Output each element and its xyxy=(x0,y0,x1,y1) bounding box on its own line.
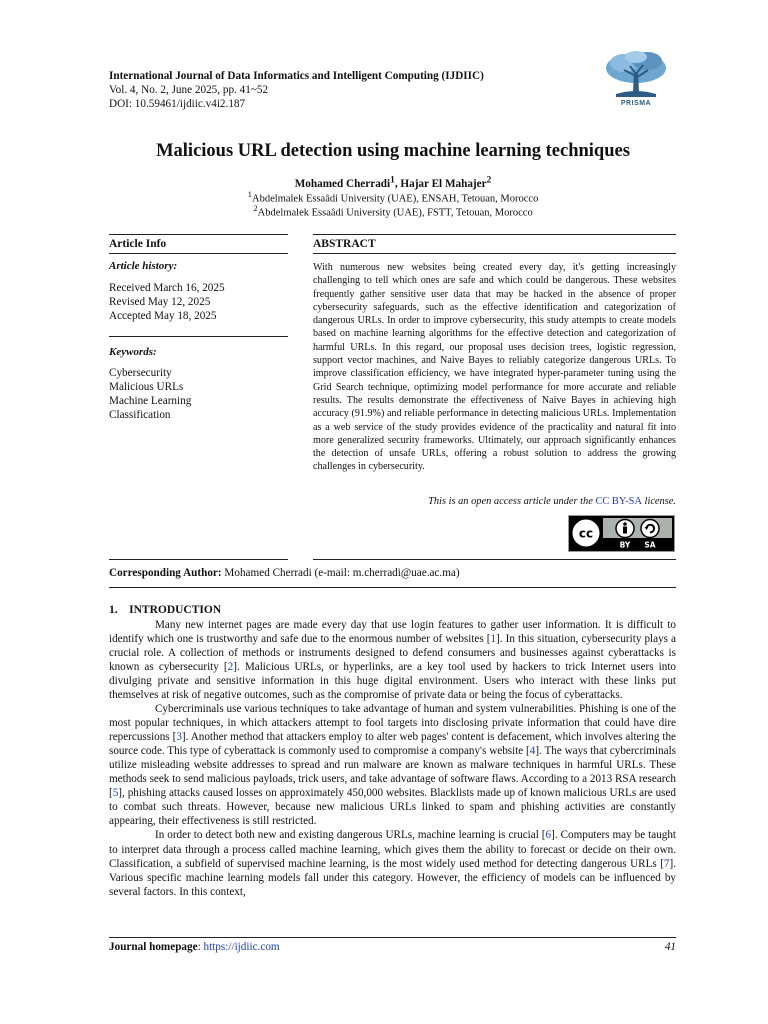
keyword: Malicious URLs xyxy=(109,381,184,393)
prisma-logo xyxy=(598,48,674,110)
journal-name: International Journal of Data Informatics and Intelligent Computing (IJDIIC) xyxy=(109,70,484,82)
journal-header xyxy=(109,69,589,111)
article-info-heading: Article Info xyxy=(109,238,167,250)
abstract-text: With numerous new websites being created every day, it's getting increasingly challenging to tell which ones are safe and which could be dangerous. These websites frequently gather sensitive user data that may be hacked in the absence of proper cybersecurity safeguards, such as the effective identification and categorization of dangerous URLs. In order to improve cybersecurity, this study attempts to create models based on machine learning algorithms for the effective detection and categorization of harmful URLs. In this regard, our proposal uses decision trees, logistic regression, support vector machines, and Naive Bayes to reliably categorize dangerous URLs. To improve classification efficiency, we have integrated hyper-parameter tuning using the Grid Search technique, optimizing model performance for more accurate and reliable results. The results demonstrate the effectiveness of Naive Bayes in achieving high accuracy (91.9%) and reliable performance in detecting malicious URLs. Implementation as a web service of the study provides evidence of the practicality and natural fit into more generalized security frameworks. Ultimately, our approach significantly enhances the detection of unsafe URLs, offering a robust solution to address the growing challenges in cybersecurity. xyxy=(313,262,676,473)
body-paragraph xyxy=(109,618,676,702)
cc-icon xyxy=(572,519,601,548)
body-text-segment: ]. In this situation, cybersecurity plays a crucial role. A collection of methods or instruments designed to defend consumers and businesses against cyberattacks is known as cybersecurity [ xyxy=(109,633,676,674)
authors: Mohamed Cherradi$^1$, Hajar El Mahajer$^2$ xyxy=(294,175,492,190)
accepted-date: Accepted May 18, 2025 xyxy=(109,310,217,322)
body-text-segment: In order to detect both new and existing dangerous URLs, machine learning is crucial [ xyxy=(155,829,546,842)
corresponding-text: Mohamed Cherradi (e-mail: m.cherradi@uae.ac.ma) xyxy=(221,567,460,579)
cc-sa-label: SA xyxy=(644,540,656,550)
revised-date: Revised May 12, 2025 xyxy=(109,296,211,308)
info-top-rule xyxy=(109,234,288,235)
corresponding-label: Corresponding Author: xyxy=(109,567,222,579)
svg-text:cc: cc xyxy=(578,526,594,541)
citation-link[interactable]: 3 xyxy=(176,731,182,744)
body-paragraph xyxy=(109,702,676,828)
license-suffix: license. xyxy=(641,496,676,507)
body-text-segment: ]. The ways that cybercriminals utilize misleading website addresses to spread and run malware are known as malware techniques in harmful URLs. These methods seek to send malicious payloads, trick users, and take advantage of software flaws. According to a 2013 RSA research [ xyxy=(109,745,677,800)
author-2: Hajar El Mahajer$^2$ xyxy=(400,175,492,190)
keywords-list xyxy=(109,366,191,422)
affiliation-1: $^1$Abdelmalek Essaâdi University (UAE), ENSAH, Tetouan, Morocco xyxy=(247,189,539,205)
license-prefix: This is an open access article under the xyxy=(428,496,596,507)
body-text-segment: Cybercriminals use various techniques to take advantage of human and system vulnerabilities. Phishing is one of the most popular techniques, in which attackers attempt to fool targets into disclosing private information that could have dire repercussions [ xyxy=(109,703,676,744)
body-text-segment: ]. Computers may be taught to interpret data through a process called machine learning, which gives them the ability to forecast or decide on their own. Classification, a subfield of supervised machine learning, is the most widely used method for detecting dangerous URLs [ xyxy=(109,829,677,870)
received-date: Received March 16, 2025 xyxy=(109,282,225,294)
body-text-segment: ]. Another method that attackers employ to alter web pages' content is defacement, which involves altering the source code. This type of cyberattack is commonly used to compromise a company's website [ xyxy=(109,731,676,758)
citation-link[interactable]: 2 xyxy=(227,661,234,674)
citation-link[interactable]: 5 xyxy=(112,787,119,800)
page-number: 41 xyxy=(664,941,676,953)
abstract-heading: ABSTRACT xyxy=(313,238,376,250)
body-text-segment: Many new internet pages are made every day that use login features to gather user information. It is difficult to identify which one is trustworthy and safe due to the enormous number of websites [ xyxy=(109,619,676,646)
journal-volume: Vol. 4, No. 2, June 2025, pp. 41~52 xyxy=(109,84,269,96)
corresponding-rule xyxy=(109,587,676,588)
journal-doi: DOI: 10.59461/ijdiic.v4i2.187 xyxy=(109,98,246,110)
body-text-segment: ]. Various specific machine learning models fall under this category. However, the efficiency of models can be influenced by several factors. In this context, xyxy=(109,857,676,898)
cc-by-label: BY xyxy=(619,540,631,550)
citation-link[interactable]: 7 xyxy=(663,857,670,870)
abstract-heading-rule xyxy=(313,253,676,254)
abstract-top-rule xyxy=(313,234,676,235)
info-heading-rule xyxy=(109,253,288,254)
paper-title: Malicious URL detection using machine learning techniques xyxy=(156,141,630,161)
body-paragraph xyxy=(109,828,676,898)
article-history xyxy=(109,281,225,323)
body-text-segment: ], phishing attacks caused losses on approximately 450,000 websites. Blacklists made up of known malicious URLs are used to combat such threats. However, because new malicious URLs linked to spam and phishing activities are constantly appearing, their effectiveness is still restricted. xyxy=(109,787,676,828)
license-statement xyxy=(313,496,676,507)
keyword: Classification xyxy=(109,409,171,421)
footer-rule xyxy=(109,937,676,938)
cc-sa-icon xyxy=(641,520,659,538)
body-text-segment: ]. Malicious URLs, or hyperlinks, are a key tool used by hackers to trick Internet users into divulging private and sensitive information in this huge digital environment. Users who interact with these links put themselves at risk of negative outcomes, such as the compromise of private data or being the focus of cyberattacks. xyxy=(109,661,676,702)
footer xyxy=(109,941,280,953)
affiliation-2: $^2$Abdelmalek Essaâdi University (UAE), FSTT, Tetouan, Morocco xyxy=(253,203,533,219)
history-divider xyxy=(109,336,288,337)
keyword: Machine Learning xyxy=(109,395,192,407)
keywords-heading: Keywords: xyxy=(109,346,157,358)
citation-link[interactable]: 6 xyxy=(545,829,552,842)
corresponding-author xyxy=(109,567,460,579)
affiliation-1-text: Abdelmalek Essaâdi University (UAE), ENSAH, Tetouan, Morocco xyxy=(252,193,539,205)
abstract-bottom-rule xyxy=(313,559,676,560)
affiliation-2-text: Abdelmalek Essaâdi University (UAE), FSTT, Tetouan, Morocco xyxy=(257,207,533,219)
homepage-label: Journal homepage xyxy=(109,941,198,953)
introduction-body xyxy=(109,618,676,899)
citation-link[interactable]: 1 xyxy=(490,633,497,646)
cc-badge-graphic xyxy=(569,516,674,551)
cc-by-icon xyxy=(616,520,634,538)
cc-by-sa-badge[interactable] xyxy=(568,515,675,552)
history-heading: Article history: xyxy=(109,260,178,272)
author-1: Mohamed Cherradi$^1$ xyxy=(294,175,395,190)
logo-text: PRISMA xyxy=(620,100,652,107)
info-bottom-rule xyxy=(109,559,288,560)
keyword: Cybersecurity xyxy=(109,367,172,379)
section-heading: 1. INTRODUCTION xyxy=(109,604,222,616)
citation-link[interactable]: 4 xyxy=(529,745,536,758)
homepage-sep: : xyxy=(197,941,204,953)
homepage-link[interactable]: https://ijdiic.com xyxy=(203,941,280,953)
prisma-tree-logo xyxy=(598,48,674,100)
cc-by-sa-link[interactable]: CC BY-SA xyxy=(595,496,642,507)
